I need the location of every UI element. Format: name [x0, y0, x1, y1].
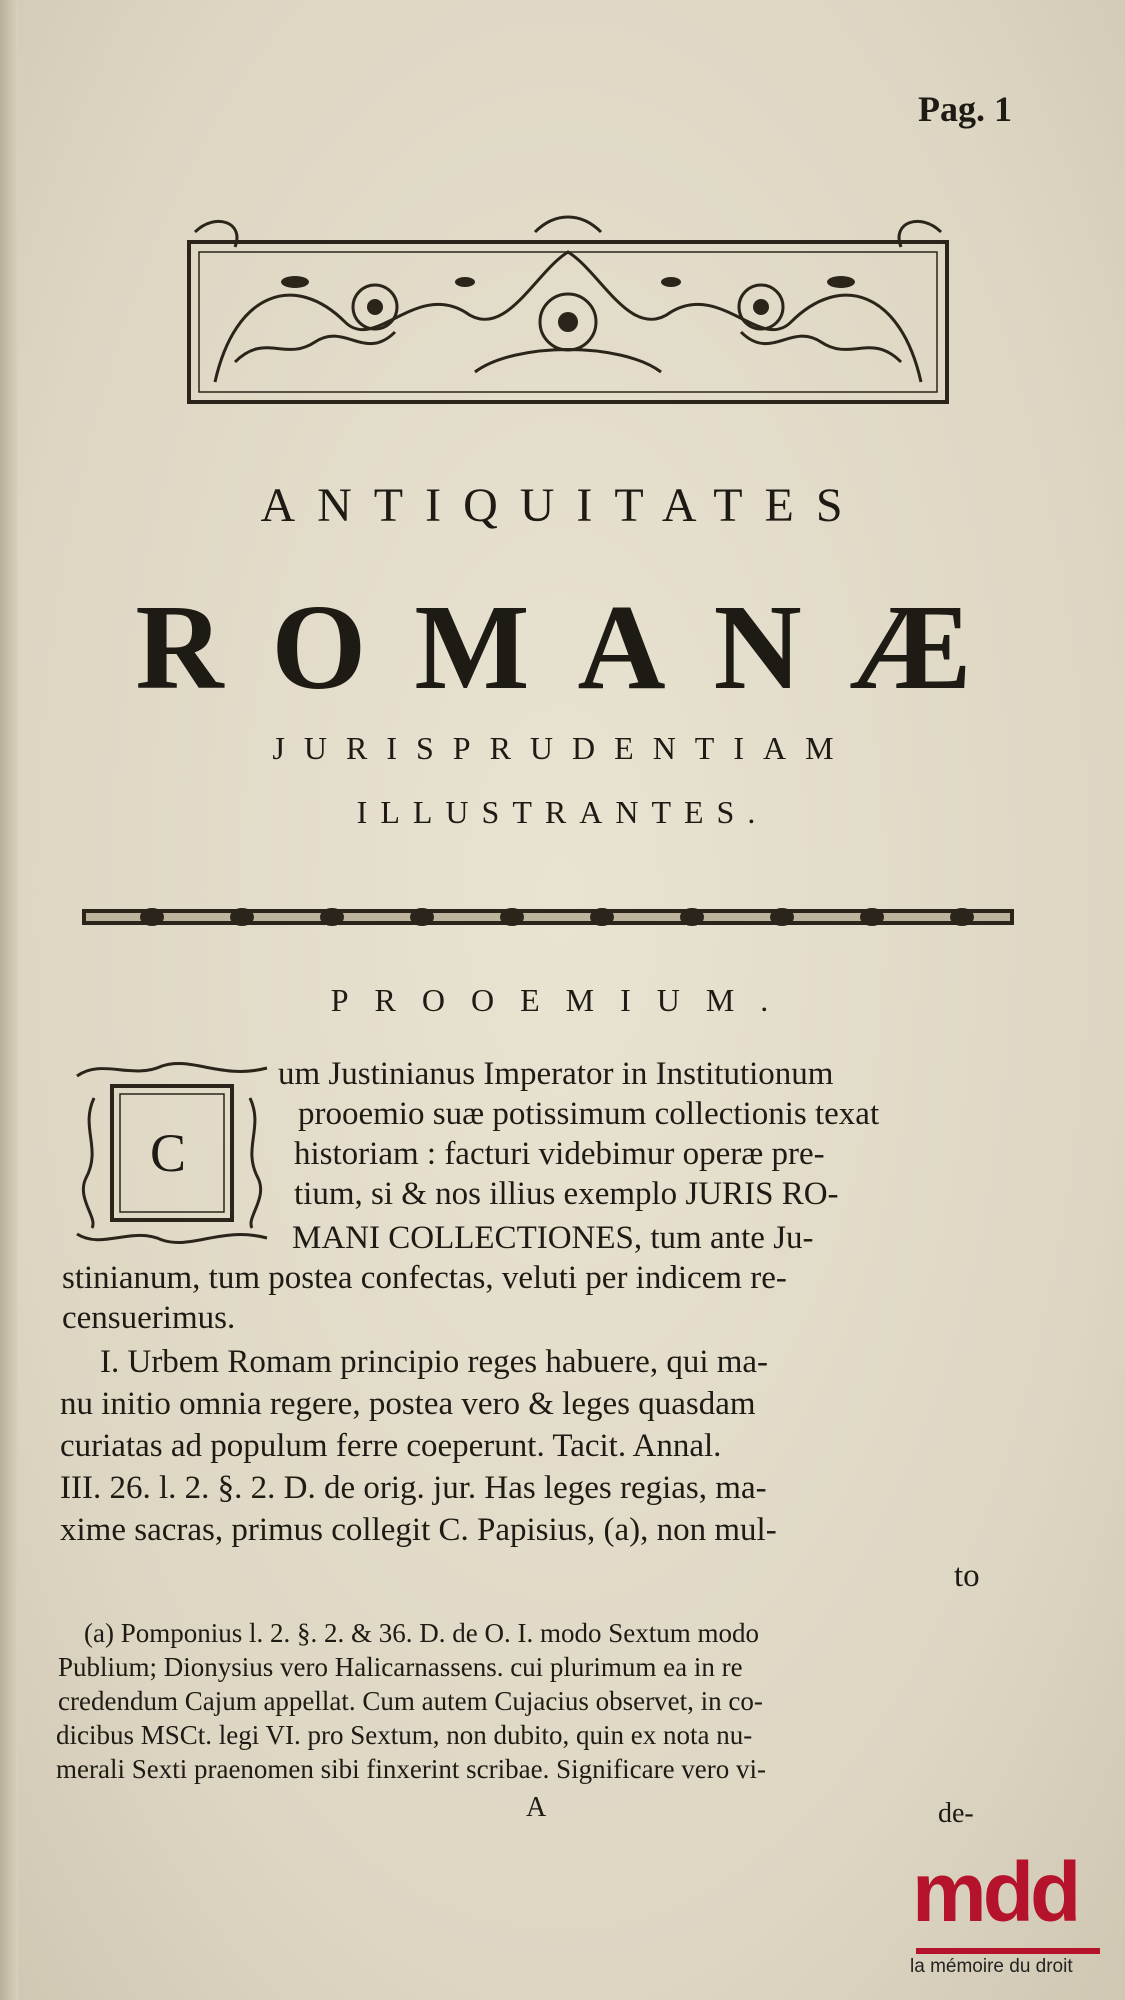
title-line-3: JURISPRUDENTIAM: [272, 730, 853, 766]
body-line: nu initio omnia regere, postea vero & leges quasdam: [60, 1386, 756, 1422]
body-line: prooemio suæ potissimum collectionis texat: [298, 1096, 880, 1132]
body-line: xime sacras, primus collegit C. Papisius, (a), non mul-: [60, 1512, 777, 1548]
section-heading: PROOEMIUM.: [330, 982, 795, 1018]
ornamental-rule: [82, 902, 1014, 932]
body-line: I. Urbem Romam principio reges habuere, qui ma-: [100, 1344, 769, 1380]
ornamental-headpiece: [175, 212, 961, 422]
body-line: MANI COLLECTIONES, tum ante Ju-: [292, 1220, 814, 1256]
logo-tagline: la mémoire du droit: [910, 1956, 1073, 1977]
footnote-line: (a) Pomponius l. 2. §. 2. & 36. D. de O. I. modo Sextum modo: [84, 1618, 759, 1648]
body-line: curiatas ad populum ferre coeperunt. Tacit. Annal.: [60, 1428, 722, 1464]
body-line: um Justinianus Imperator in Institutionum: [278, 1056, 834, 1092]
catchword-body: to: [954, 1558, 980, 1594]
body-line: censuerimus.: [62, 1300, 236, 1336]
mdd-logo-mark: mdd: [912, 1845, 1078, 1939]
footnote-line: credendum Cajum appellat. Cum autem Cujacius observet, in co-: [58, 1686, 763, 1716]
logo-underline: [916, 1948, 1100, 1954]
initial-letter: C: [150, 1123, 187, 1183]
signature-mark: A: [526, 1792, 547, 1823]
footnote-line: dicibus MSCt. legi VI. pro Sextum, non dubito, quin ex nota nu-: [56, 1720, 753, 1750]
body-line: III. 26. l. 2. §. 2. D. de orig. jur. Has leges regias, ma-: [60, 1470, 767, 1506]
title-line-4: ILLUSTRANTES.: [356, 794, 769, 830]
title-line-2: ROMANÆ: [135, 580, 1020, 715]
title-line-1: ANTIQUITATES: [260, 479, 865, 532]
footnote-line: merali Sexti praenomen sibi finxerint scribae. Significare vero vi-: [56, 1754, 767, 1784]
footnote-line: Publium; Dionysius vero Halicarnassens. cui plurimum ea in re: [58, 1652, 743, 1682]
catchword: de-: [938, 1798, 974, 1829]
body-line: tium, si & nos illius exemplo JURIS RO-: [294, 1176, 839, 1212]
body-line: historiam : facturi videbimur operæ pre-: [294, 1136, 825, 1172]
page-number: Pag. 1: [918, 89, 1012, 129]
body-line: stinianum, tum postea confectas, veluti per indicem re-: [62, 1260, 787, 1296]
